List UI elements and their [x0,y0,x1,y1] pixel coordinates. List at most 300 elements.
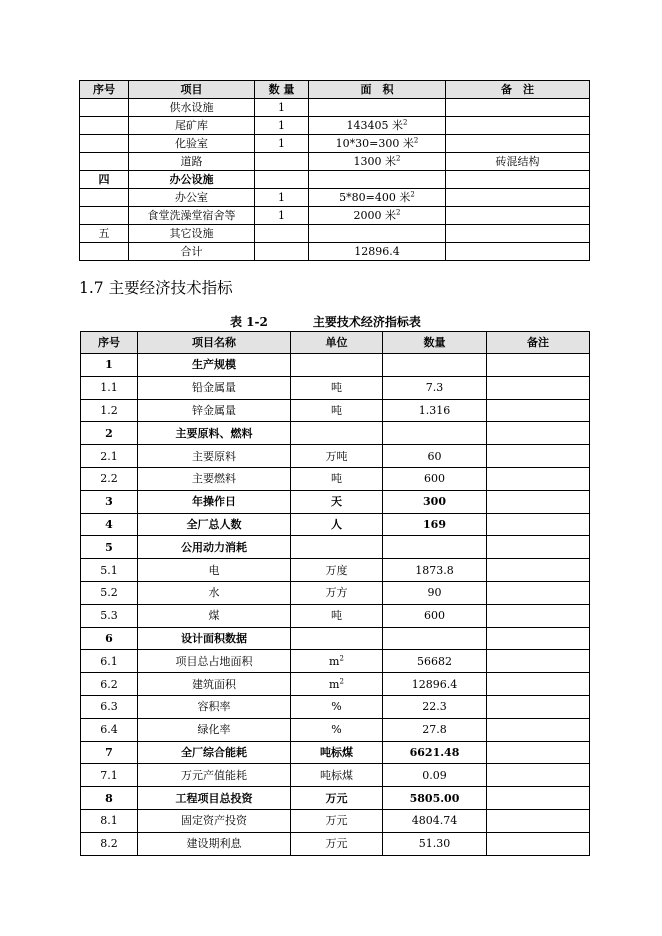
row-unit-text: 天 [331,495,342,509]
row-no [80,225,129,243]
row-no [81,604,138,627]
row-unit [291,832,383,855]
row-note [487,809,590,832]
header-qty: 数 量 [255,81,309,99]
row-qty [383,604,487,627]
row-area-superscript: 2 [410,190,415,199]
row-note [487,559,590,582]
row-name [138,581,291,604]
row-note-text: 砖混结构 [495,155,540,168]
row-area-text: 12896.4 [354,245,400,258]
row-area [309,153,446,171]
row-unit [291,581,383,604]
row-unit [291,354,383,377]
row-area-superscript: 2 [403,118,408,127]
row-unit [291,627,383,650]
row-area-text: 2000 米 [353,209,397,222]
row-no [81,673,138,696]
row-item-text: 办公室 [175,191,208,204]
row-note [487,650,590,673]
row-note [487,604,590,627]
table-row [81,741,590,764]
table-row [80,171,590,189]
row-name-text: 万元产值能耗 [181,768,247,782]
header-unit: 单位 [291,332,383,354]
row-name-text: 建筑面积 [192,677,236,691]
row-no [80,171,129,189]
header-no: 序号 [80,81,129,99]
row-no [80,153,129,171]
row-name-text: 公用动力消耗 [181,540,247,554]
table-row [80,189,590,207]
table-row [81,536,590,559]
row-name [138,354,291,377]
row-no-text: 1.2 [100,403,118,417]
row-qty [255,117,309,135]
row-note [487,376,590,399]
row-item [129,171,255,189]
row-name-text: 主要原料、燃料 [175,426,253,440]
row-no [80,207,129,225]
row-qty-text: 90 [427,586,442,600]
row-area-superscript: 2 [413,136,419,145]
row-qty-text: 1 [278,191,285,204]
row-qty [383,718,487,741]
table-row [80,243,590,261]
row-qty-text: 4804.74 [411,814,458,828]
row-item [129,135,255,153]
row-note [487,536,590,559]
row-qty [383,695,487,718]
row-no [80,135,129,153]
row-name-text: 工程项目总投资 [175,791,253,805]
table-row [81,376,590,399]
header-item: 项目 [129,81,255,99]
row-no [81,718,138,741]
row-unit [291,673,383,696]
row-no [81,422,138,445]
row-no-text: 五 [98,227,110,240]
row-name [138,832,291,855]
table-caption-label: 表 1-2 [230,315,268,329]
row-note [487,354,590,377]
row-name [138,376,291,399]
table-row [81,422,590,445]
row-name [138,536,291,559]
row-qty-text: 7.3 [425,381,444,395]
row-unit [291,604,383,627]
table-row [81,467,590,490]
row-unit [291,536,383,559]
header-qty: 数量 [383,332,487,354]
row-area-text: 1300 米 [353,155,397,168]
row-qty-text: 5805.00 [409,791,460,805]
row-unit-text: 吨 [331,609,342,623]
header-name: 项目名称 [138,332,291,354]
header-area: 面 积 [309,81,446,99]
row-area-text: 5*80=400 米 [339,191,411,204]
row-unit-text: 吨 [331,381,342,395]
row-qty [383,787,487,810]
row-name-text: 全厂总人数 [186,517,242,531]
row-name [138,764,291,787]
row-qty [383,764,487,787]
table-row [81,673,590,696]
row-qty-text: 6621.48 [409,745,460,759]
row-qty [383,809,487,832]
row-no-text: 2.2 [100,472,118,486]
row-qty-text: 51.30 [418,837,451,851]
row-item [129,99,255,117]
row-no-text: 5.2 [100,586,118,600]
row-unit [291,559,383,582]
table-row [80,225,590,243]
row-area [309,243,446,261]
row-no-text: 7 [105,745,113,759]
row-qty [255,225,309,243]
row-name [138,467,291,490]
row-area [309,99,446,117]
row-no-text: 2.1 [100,449,118,463]
row-name-text: 项目总占地面积 [175,654,253,668]
row-qty-text: 600 [424,472,445,486]
row-unit-text: 万元 [325,791,348,805]
row-unit-text: % [331,723,342,737]
row-no [81,695,138,718]
row-note [487,718,590,741]
table-row [81,764,590,787]
row-no [81,536,138,559]
row-unit [291,445,383,468]
row-unit [291,513,383,536]
table-row [81,445,590,468]
row-note [446,153,590,171]
row-name-text: 铅金属量 [192,381,236,395]
row-no-text: 4 [105,517,113,531]
row-name [138,604,291,627]
row-note [446,117,590,135]
row-qty [383,399,487,422]
row-no [81,832,138,855]
row-qty [255,171,309,189]
table-row [81,809,590,832]
row-qty-text: 600 [424,609,445,623]
row-item-text: 其它设施 [169,227,214,240]
row-item [129,117,255,135]
row-note [487,513,590,536]
row-unit [291,376,383,399]
row-note [446,99,590,117]
row-no [81,467,138,490]
row-no [80,117,129,135]
row-note [487,695,590,718]
row-name-text: 绿化率 [197,723,231,737]
row-name [138,741,291,764]
row-name-text: 水 [208,586,220,600]
row-note [487,490,590,513]
row-qty [383,445,487,468]
row-no-text: 6 [105,631,113,645]
row-area [309,117,446,135]
row-note [487,445,590,468]
row-name [138,809,291,832]
row-no [81,399,138,422]
table-row [81,787,590,810]
row-no [80,243,129,261]
row-no [81,627,138,650]
table-row [81,490,590,513]
row-note [487,673,590,696]
row-qty [383,741,487,764]
row-unit [291,695,383,718]
row-unit-text: 万元 [325,837,348,851]
row-name [138,718,291,741]
row-item-text: 办公设施 [169,173,214,186]
row-unit-text: 吨标煤 [320,745,353,759]
row-name [138,399,291,422]
row-no [81,809,138,832]
header-note: 备 注 [446,81,590,99]
row-name-text: 容积率 [197,700,231,714]
row-no [81,490,138,513]
row-unit-text: 万元 [325,814,348,828]
row-qty-text: 27.8 [422,723,447,737]
row-unit [291,764,383,787]
table-row [81,650,590,673]
row-name [138,513,291,536]
table-caption [230,313,421,330]
row-unit-superscript: 2 [339,676,344,685]
row-name [138,650,291,673]
table-row [81,354,590,377]
row-unit [291,809,383,832]
row-name [138,422,291,445]
row-name-text: 设计面积数据 [181,631,247,645]
indicators-table-header [81,332,590,354]
row-note [446,207,590,225]
row-qty-text: 1873.8 [415,563,454,577]
row-qty [255,189,309,207]
row-unit-text: 万方 [325,586,348,600]
row-note [487,581,590,604]
row-qty [255,99,309,117]
row-no-text: 5 [105,540,113,554]
row-name [138,559,291,582]
row-qty [255,207,309,225]
row-no [81,376,138,399]
row-qty [255,135,309,153]
row-no-text: 5.1 [100,563,118,577]
row-note [446,135,590,153]
row-name-text: 生产规模 [192,358,236,372]
row-qty [383,422,487,445]
row-qty [383,581,487,604]
row-no-text: 1.1 [100,381,118,395]
row-name-text: 煤 [208,609,220,623]
row-note [487,741,590,764]
row-unit [291,467,383,490]
table-row [81,604,590,627]
table-row [80,135,590,153]
row-no [81,764,138,787]
row-no-text: 2 [105,426,113,440]
row-area [309,171,446,189]
row-name-text: 主要原料 [192,449,236,463]
row-area [309,225,446,243]
row-qty-text: 169 [423,517,446,531]
row-name-text: 电 [208,563,220,577]
row-no [81,741,138,764]
row-qty [383,673,487,696]
row-note [487,422,590,445]
row-item-text: 化验室 [175,137,208,150]
row-unit-superscript: 2 [339,654,344,663]
row-item-text: 道路 [180,155,203,168]
row-name-text: 建设期利息 [186,837,242,851]
row-area-text: 143405 米 [346,119,404,132]
row-no [81,581,138,604]
row-qty [383,650,487,673]
row-unit [291,741,383,764]
row-no [81,787,138,810]
table-row [81,513,590,536]
row-note [487,467,590,490]
table-row [81,581,590,604]
row-no-text: 6.4 [100,723,118,737]
row-no-text: 3 [105,495,113,509]
row-unit-text: 万度 [325,563,348,577]
row-name [138,627,291,650]
row-note [446,171,590,189]
row-qty-text: 1 [278,209,285,222]
row-no [81,445,138,468]
row-no-text: 7.1 [100,768,118,782]
row-qty-text: 22.3 [422,700,447,714]
row-qty [383,536,487,559]
row-qty [383,490,487,513]
row-area-superscript: 2 [396,208,401,217]
row-qty [383,627,487,650]
row-unit-text: 吨 [331,472,342,486]
row-unit [291,490,383,513]
row-unit [291,718,383,741]
row-area [309,207,446,225]
row-no-text: 8 [105,791,113,805]
row-item [129,189,255,207]
row-item [129,225,255,243]
row-qty-text: 56682 [417,654,452,668]
row-qty-text: 1 [278,119,285,132]
row-name [138,695,291,718]
row-note [446,225,590,243]
section-heading: 1.7 主要经济技术指标 [79,279,233,297]
row-name [138,445,291,468]
row-item [129,243,255,261]
header-no: 序号 [81,332,138,354]
row-no-text: 5.3 [100,609,118,623]
row-no-text: 6.3 [100,700,118,714]
row-no-text: 四 [98,173,110,186]
row-no-text: 8.2 [100,837,118,851]
row-unit-text: m [329,677,340,691]
row-name-text: 全厂综合能耗 [181,745,247,759]
row-area [309,189,446,207]
row-qty [383,559,487,582]
table-row [81,718,590,741]
row-qty [383,513,487,536]
row-unit-text: % [331,700,342,714]
row-note [446,243,590,261]
row-no-text: 1 [105,358,113,372]
row-qty-text: 0.09 [422,768,447,782]
header-note: 备注 [487,332,590,354]
row-no [80,189,129,207]
table-row [81,832,590,855]
row-name [138,787,291,810]
row-no [81,650,138,673]
row-item-text: 供水设施 [169,101,214,114]
row-qty-text: 1.316 [418,403,451,417]
row-qty [383,832,487,855]
row-area-superscript: 2 [396,154,401,163]
row-qty [383,354,487,377]
row-item-text: 尾矿库 [175,119,208,132]
row-no [81,513,138,536]
table-caption-title: 主要技术经济指标表 [312,315,421,329]
row-note [487,627,590,650]
row-name-text: 年操作日 [192,495,236,509]
row-no-text: 6.2 [100,677,118,691]
row-note [487,787,590,810]
table-row [81,399,590,422]
row-no-text: 8.1 [100,814,118,828]
table-row [80,99,590,117]
row-name [138,490,291,513]
row-item [129,153,255,171]
row-unit-text: 吨标煤 [320,768,353,782]
row-note [487,764,590,787]
row-no [80,99,129,117]
table-row [80,153,590,171]
row-unit [291,422,383,445]
indicators-table-body [81,354,590,856]
row-name-text: 锌金属量 [192,403,236,417]
table-row [81,695,590,718]
row-qty-text: 1 [278,101,285,114]
row-unit-text: 人 [331,517,342,531]
table-row [80,207,590,225]
row-unit [291,399,383,422]
table-row [81,627,590,650]
row-area-text: 10*30=300 米 [335,137,414,150]
table-row [81,559,590,582]
row-item-text: 合计 [180,245,203,258]
table-row [80,117,590,135]
row-name [138,673,291,696]
row-item [129,207,255,225]
facilities-table-header [80,81,590,99]
facilities-table-body [80,99,590,261]
row-qty-text: 12896.4 [411,677,458,691]
row-qty-text: 300 [423,495,446,509]
row-unit [291,650,383,673]
row-unit-text: 万吨 [325,449,348,463]
row-unit [291,787,383,810]
row-name-text: 固定资产投资 [181,814,247,828]
row-no-text: 6.1 [100,654,118,668]
row-qty-text: 60 [427,449,442,463]
facilities-table [79,80,590,261]
